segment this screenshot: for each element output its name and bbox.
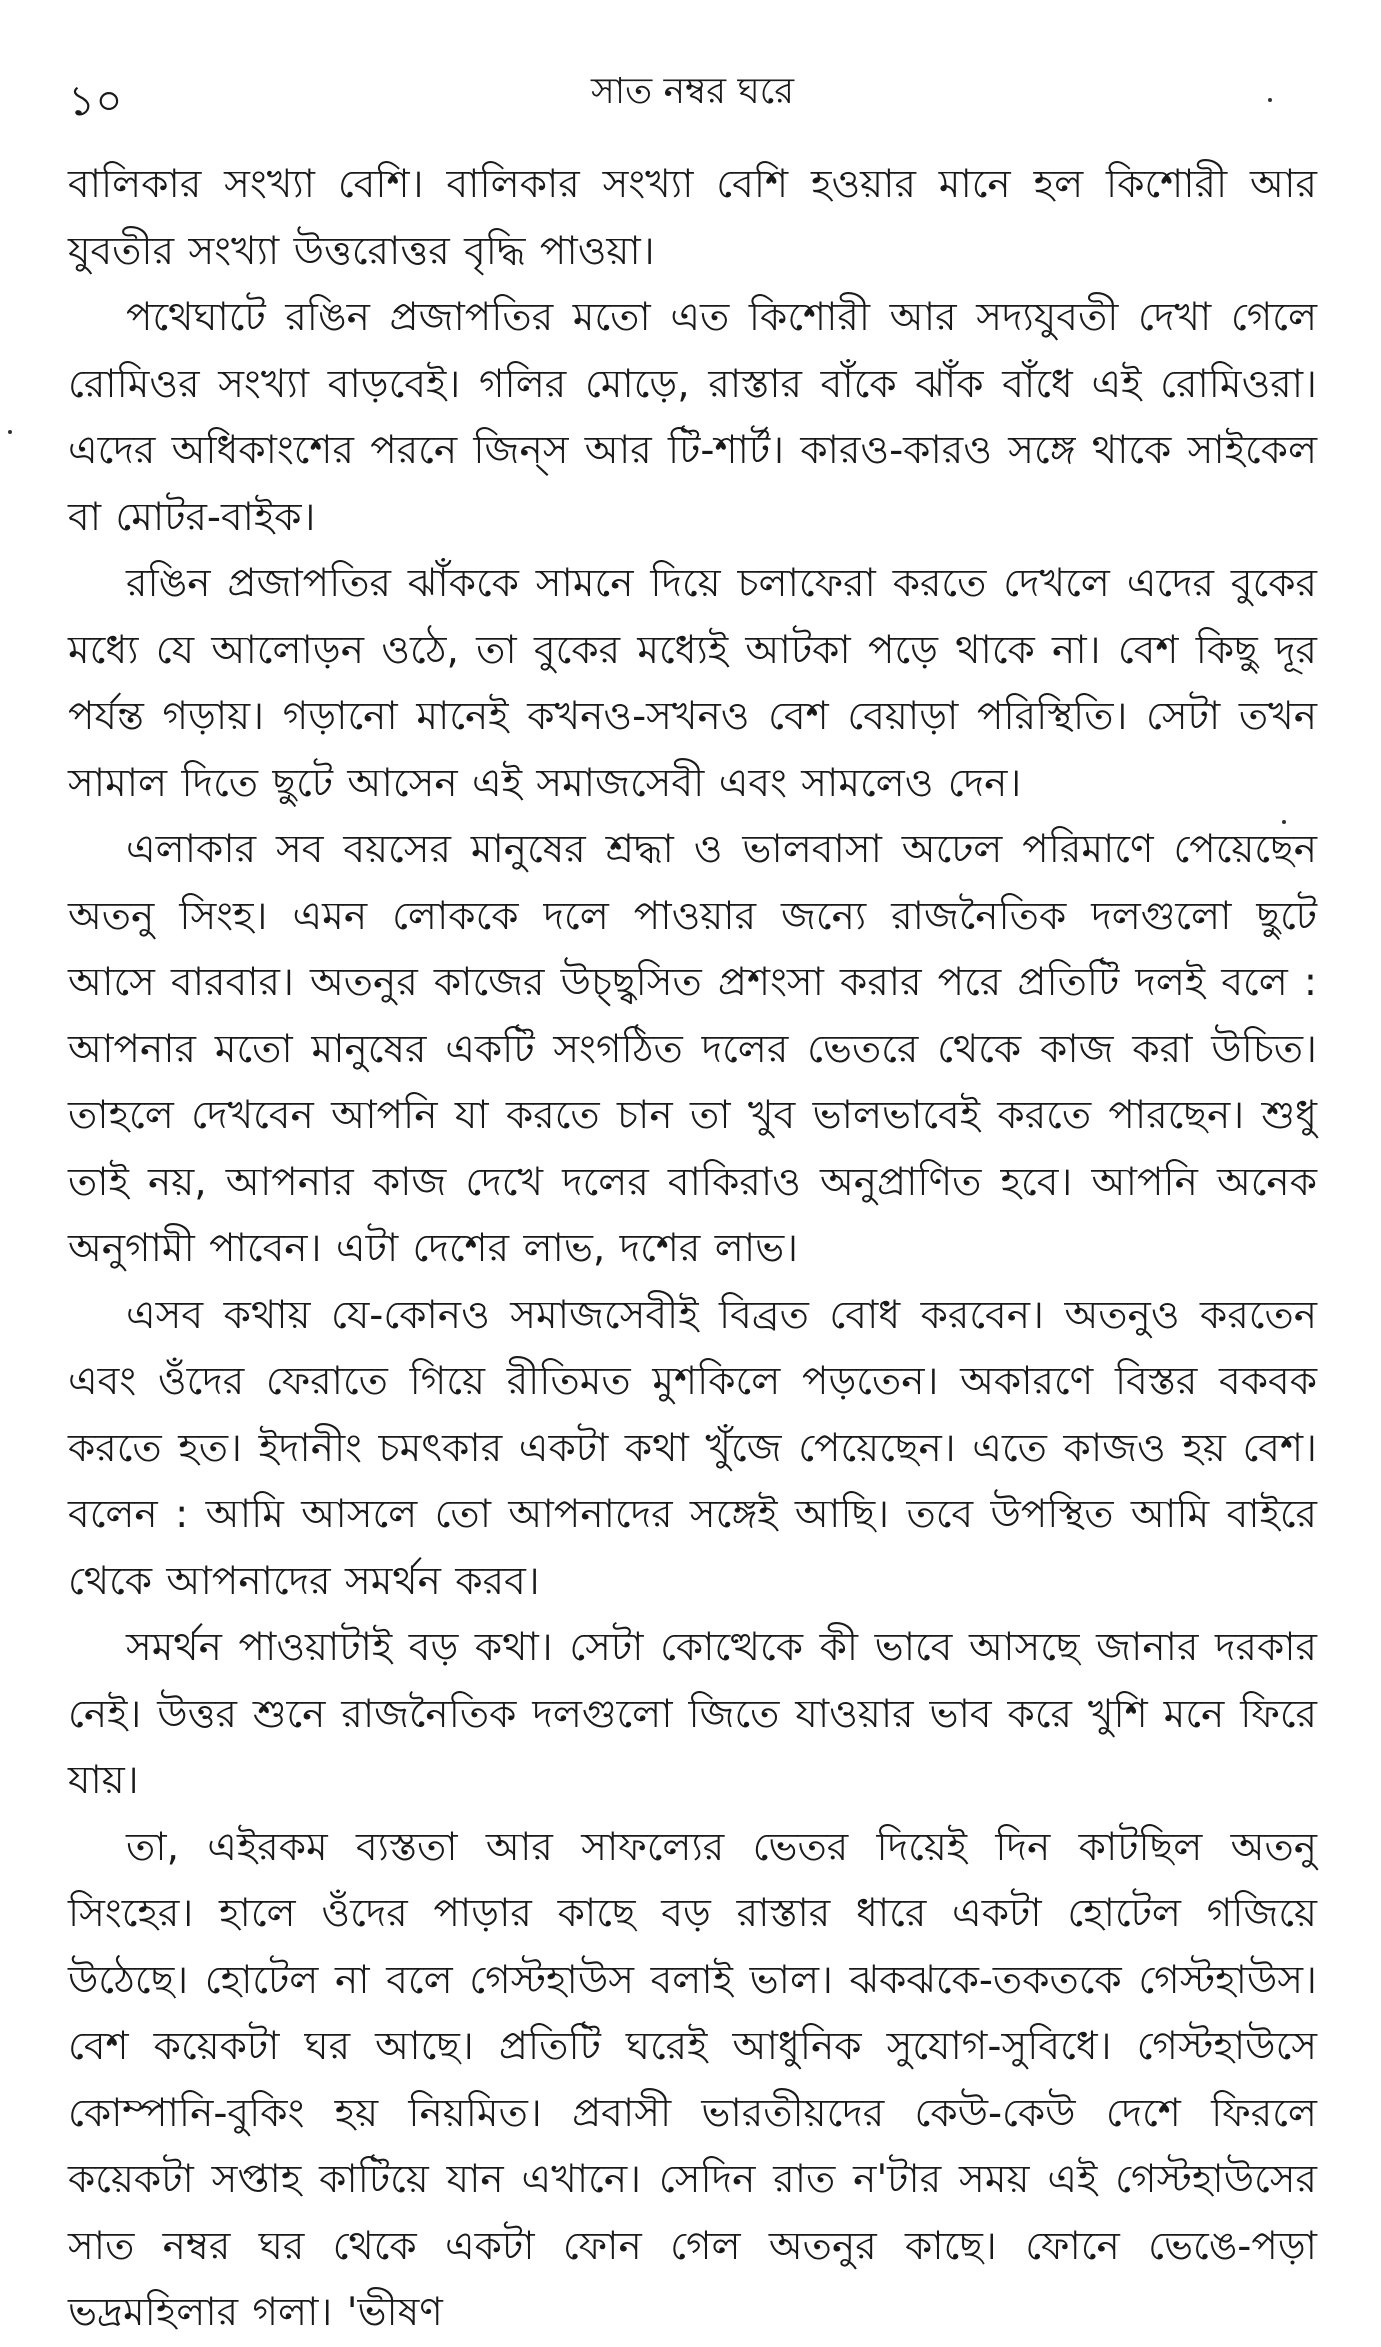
paragraph-2: পথেঘাটে রঙিন প্রজাপতির মতো এত কিশোরী আর সদ্যযুবতী দেখা গেলে রোমিওর সংখ্যা বাড়বেই। গলির মোড়ে, রাস্তার বাঁকে ঝাঁক বাঁধে এই রোমিওরা। এদের অধিকাংশের পরনে জিন্‌স আর টি-শার্ট। কারও-কারও সঙ্গে থাকে সাইকেল বা মোটর-বাইক।: [68, 295, 1317, 540]
paragraph-4: এলাকার সব বয়সের মানুষের শ্রদ্ধা ও ভালবাসা অঢেল পরিমাণে পেয়েছেন অতনু সিংহ। এমন লোককে দলে পাওয়ার জন্যে রাজনৈতিক দলগুলো ছুটে আসে বারবার। অতনুর কাজের উচ্ছ্বসিত প্রশংসা করার পরে প্রতিটি দলই বলে : আপনার মতো মানুষের একটি সংগঠিত দলের ভেতরে থেকে কাজ করা উচিত। তাহলে দেখবেন আপনি যা করতে চান তা খুব ভালভাবেই করতে পারছেন। শুধু তাই নয়, আপনার কাজ দেখে দলের বাকিরাও অনুপ্রাণিত হবে। আপনি অনেক অনুগামী পাবেন। এটা দেশের লাভ, দশের লাভ।: [68, 827, 1317, 1271]
paragraph-7: তা, এইরকম ব্যস্ততা আর সাফল্যের ভেতর দিয়েই দিন কাটছিল অতনু সিংহের। হালে ওঁদের পাড়ার কাছে বড় রাস্তার ধারে একটা হোটেল গজিয়ে উঠেছে। হোটেল না বলে গেস্টহাউস বলাই ভাল। ঝকঝকে-তকতকে গেস্টহাউস। বেশ কয়েকটা ঘর আছে। প্রতিটি ঘরেই আধুনিক সুযোগ-সুবিধে। গেস্টহাউসে কোম্পানি-বুকিং হয় নিয়মিত। প্রবাসী ভারতীয়দের কেউ-কেউ দেশে ফিরলে কয়েকটা সপ্তাহ কাটিয়ে যান এখানে। সেদিন রাত ন'টার সময় এই গেস্টহাউসের সাত নম্বর ঘর থেকে একটা ফোন গেল অতনুর কাছে। ফোনে ভেঙে-পড়া ভদ্রমহিলার গলা। 'ভীষণ: [68, 1824, 1317, 2335]
paragraph-3: রঙিন প্রজাপতির ঝাঁককে সামনে দিয়ে চলাফেরা করতে দেখলে এদের বুকের মধ্যে যে আলোড়ন ওঠে, তা বুকের মধ্যেই আটকা পড়ে থাকে না। বেশ কিছু দূর পর্যন্ত গড়ায়। গড়ানো মানেই কখনও-সখনও বেশ বেয়াড়া পরিস্থিতি। সেটা তখন সামাল দিতে ছুটে আসেন এই সমাজসেবী এবং সামলেও দেন।: [68, 561, 1317, 806]
paragraph-5: এসব কথায় যে-কোনও সমাজসেবীই বিব্রত বোধ করবেন। অতনুও করতেন এবং ওঁদের ফেরাতে গিয়ে রীতিমত মুশকিলে পড়তেন। অকারণে বিস্তর বকবক করতে হত। ইদানীং চমৎকার একটা কথা খুঁজে পেয়েছেন। এতে কাজও হয় বেশ। বলেন : আমি আসলে তো আপনাদের সঙ্গেই আছি। তবে উপস্থিত আমি বাইরে থেকে আপনাদের সমর্থন করব।: [68, 1292, 1317, 1604]
page-header: [68, 60, 1317, 140]
scan-speck: [1282, 820, 1286, 824]
paragraph-6: সমর্থন পাওয়াটাই বড় কথা। সেটা কোত্থেকে কী ভাবে আসছে জানার দরকার নেই। উত্তর শুনে রাজনৈতিক দলগুলো জিতে যাওয়ার ভাব করে খুশি মনে ফিরে যায়।: [68, 1625, 1317, 1803]
page-number: ১০: [68, 76, 123, 125]
paragraph-1: বালিকার সংখ্যা বেশি। বালিকার সংখ্যা বেশি হওয়ার মানে হল কিশোরী আর যুবতীর সংখ্যা উত্তরোত্তর বৃদ্ধি পাওয়া।: [68, 162, 1317, 274]
body-text: [68, 152, 1317, 2347]
scan-speck: [1268, 98, 1272, 102]
scan-speck: [8, 430, 12, 434]
running-title: সাত নম্বর ঘরে: [590, 71, 795, 112]
